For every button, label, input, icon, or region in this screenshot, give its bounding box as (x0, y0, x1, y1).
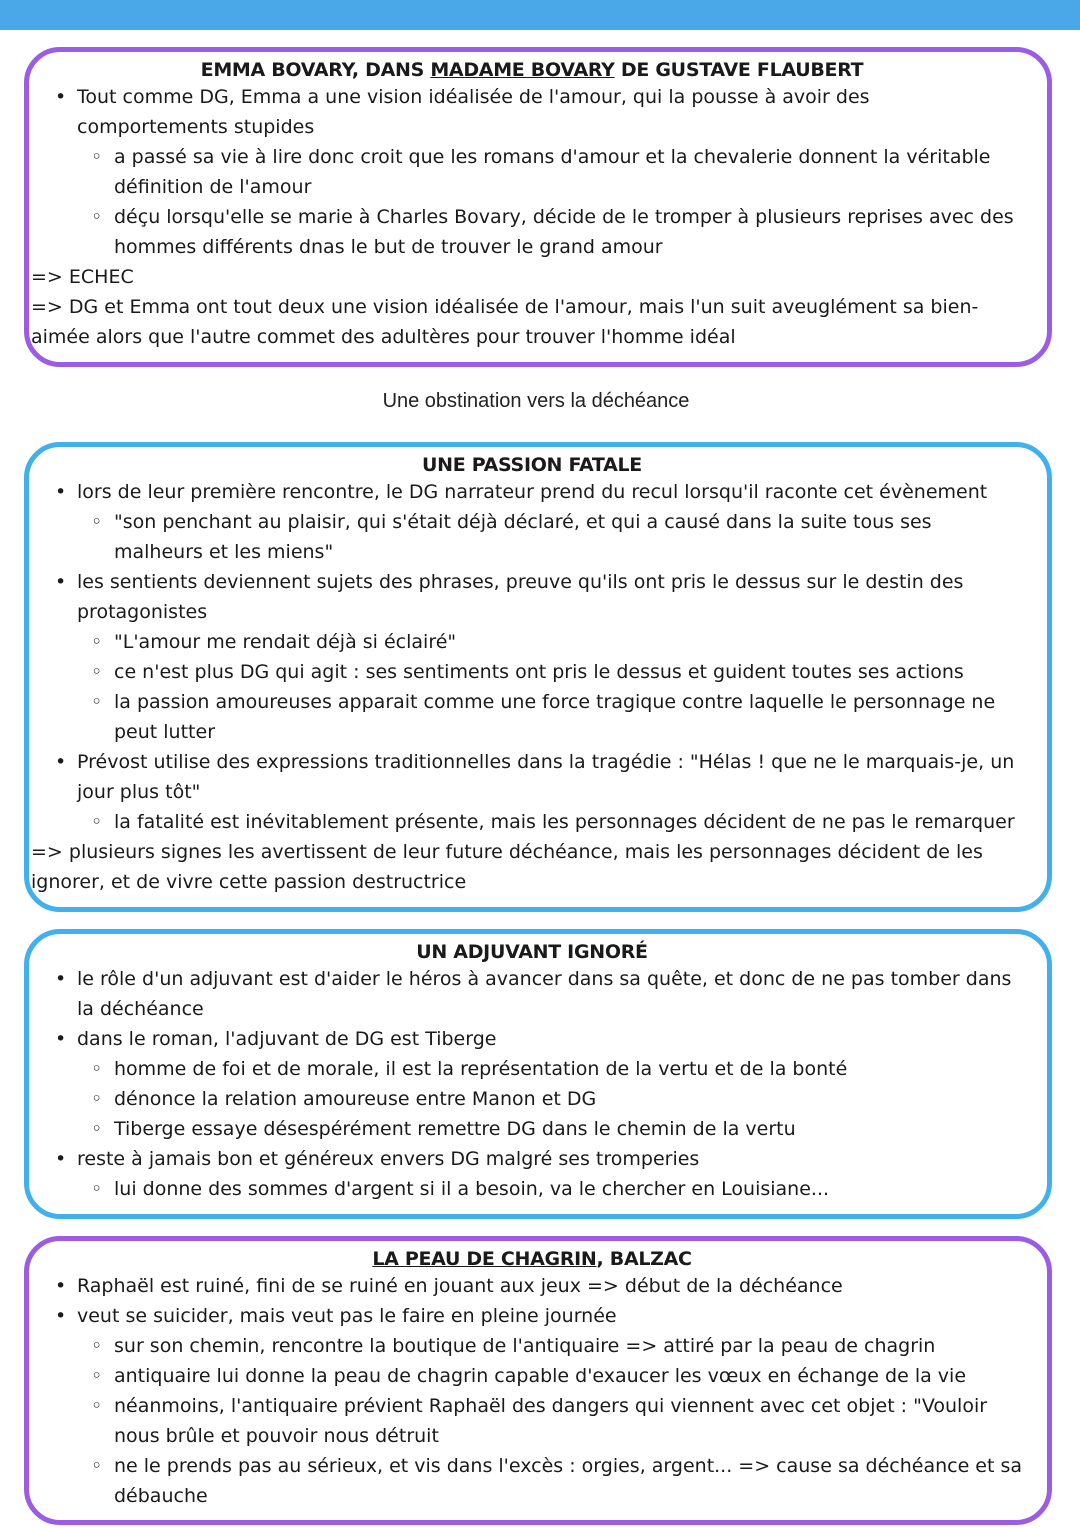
sub-bullet-item: ◦ "L'amour me rendait déjà si éclairé" (39, 627, 1025, 657)
bullet-list (39, 1271, 1025, 1511)
title-book: LA PEAU DE CHAGRIN (372, 1248, 597, 1270)
title-part: , BALZAC (596, 1248, 692, 1270)
bullet-item: • reste à jamais bon et généreux envers DG malgré ses tromperies (39, 1144, 1025, 1174)
sub-bullet-item: ◦ la fatalité est inévitablement présente, mais les personnages décident de ne pas le remarquer (39, 807, 1025, 837)
bullet-item: • Raphaël est ruiné, fini de se ruiné en jouant aux jeux => début de la déchéance (39, 1271, 1025, 1301)
sub-bullet-item: ◦ ce n'est plus DG qui agit : ses sentiments ont pris le dessus et guident toutes ses actions (39, 657, 1025, 687)
sub-bullet-item: ◦ a passé sa vie à lire donc croit que les romans d'amour et la chevalerie donnent la véritable définition de l'amour (39, 142, 1025, 202)
section-subtitle: Une obstination vers la déchéance (382, 390, 690, 412)
sub-bullet-item: ◦ lui donne des sommes d'argent si il a besoin, va le chercher en Louisiane... (39, 1174, 1025, 1204)
bullet-item: • le rôle d'un adjuvant est d'aider le héros à avancer dans sa quête, et donc de ne pas tomber dans la déchéance (39, 964, 1025, 1024)
conclusion-line: => DG et Emma ont tout deux une vision idéalisée de l'amour, mais l'un suit aveuglément sa bien-aimée alors que l'autre commet des adultères pour trouver l'homme idéal (31, 296, 979, 348)
section-title: UNE PASSION FATALE (422, 454, 642, 476)
section-emma-bovary (24, 47, 1052, 367)
conclusion-line: => plusieurs signes les avertissent de leur future déchéance, mais les personnages décident de les ignorer, et de vivre cette passion destructrice (31, 841, 983, 893)
sub-bullet-item: ◦ Tiberge essaye désespérément remettre DG dans le chemin de la vertu (39, 1114, 1025, 1144)
title-part: EMMA BOVARY, DANS (200, 59, 431, 81)
top-banner (0, 0, 1080, 30)
bullet-list (39, 82, 1025, 262)
conclusion-line: => ECHEC (31, 266, 134, 288)
sub-bullet-item: ◦ dénonce la relation amoureuse entre Manon et DG (39, 1084, 1025, 1114)
sub-bullet-item: ◦ antiquaire lui donne la peau de chagrin capable d'exaucer les vœux en échange de la vie (39, 1361, 1025, 1391)
sub-bullet-item: ◦ la passion amoureuses apparait comme une force tragique contre laquelle le personnage ne peut lutter (39, 687, 1025, 747)
bullet-list (39, 964, 1025, 1204)
title-part: DE GUSTAVE FLAUBERT (614, 59, 864, 81)
section-title: UN ADJUVANT IGNORÉ (416, 941, 648, 963)
sub-bullet-item: ◦ néanmoins, l'antiquaire prévient Raphaël des dangers qui viennent avec cet objet : "Vouloir nous brûle et pouvoir nous détruit (39, 1391, 1025, 1451)
bullet-item: • lors de leur première rencontre, le DG narrateur prend du recul lorsqu'il raconte cet évènement (39, 477, 1025, 507)
section-passion-fatale (24, 442, 1052, 912)
section-peau-de-chagrin (24, 1236, 1052, 1525)
section-title (39, 1247, 1025, 1271)
section-title (39, 58, 1025, 82)
bullet-item: • Tout comme DG, Emma a une vision idéalisée de l'amour, qui la pousse à avoir des comportements stupides (39, 82, 1025, 142)
bullet-item: • Prévost utilise des expressions traditionnelles dans la tragédie : "Hélas ! que ne le marquais-je, un jour plus tôt" (39, 747, 1025, 807)
section-adjuvant-ignore (24, 929, 1052, 1219)
bullet-item: • dans le roman, l'adjuvant de DG est Tiberge (39, 1024, 1025, 1054)
sub-bullet-item: ◦ ne le prends pas au sérieux, et vis dans l'excès : orgies, argent... => cause sa déchéance et sa débauche (39, 1451, 1025, 1511)
bullet-list (39, 477, 1025, 837)
title-book: MADAME BOVARY (430, 59, 615, 81)
sub-bullet-item: ◦ déçu lorsqu'elle se marie à Charles Bovary, décide de le tromper à plusieurs reprises avec des hommes différents dnas le but de trouver le grand amour (39, 202, 1025, 262)
sub-bullet-item: ◦ "son penchant au plaisir, qui s'était déjà déclaré, et qui a causé dans la suite tous ses malheurs et les miens" (39, 507, 1025, 567)
sub-bullet-item: ◦ sur son chemin, rencontre la boutique de l'antiquaire => attiré par la peau de chagrin (39, 1331, 1025, 1361)
bullet-item: • veut se suicider, mais veut pas le faire en pleine journée (39, 1301, 1025, 1331)
bullet-item: • les sentients deviennent sujets des phrases, preuve qu'ils ont pris le dessus sur le destin des protagonistes (39, 567, 1025, 627)
sub-bullet-item: ◦ homme de foi et de morale, il est la représentation de la vertu et de la bonté (39, 1054, 1025, 1084)
